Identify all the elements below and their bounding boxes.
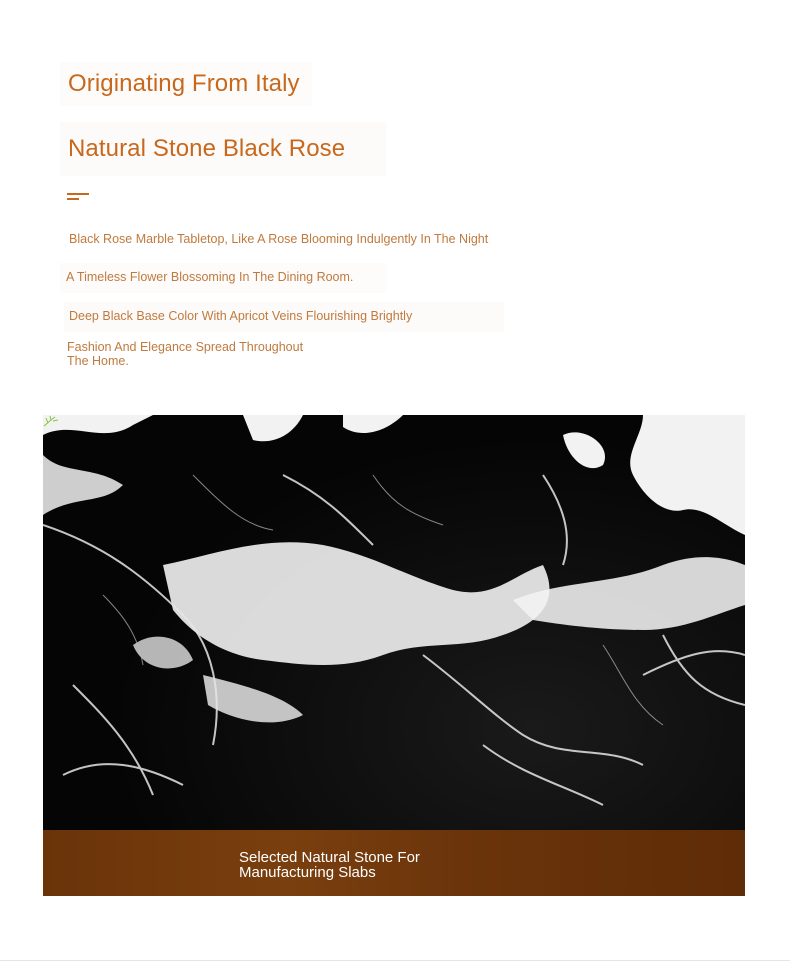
bottom-divider <box>0 960 790 961</box>
heading-product: Natural Stone Black Rose <box>68 135 346 162</box>
description-line-4 <box>67 340 303 368</box>
heading-origin: Originating From Italy <box>68 70 300 97</box>
caption-line-1: Selected Natural Stone For <box>239 849 420 866</box>
marble-veins <box>43 415 745 896</box>
description-line-3: Deep Black Base Color With Apricot Veins Flourishing Brightly <box>69 309 413 323</box>
description-line-4b: The Home. <box>67 354 129 368</box>
description-line-4a: Fashion And Elegance Spread Throughout <box>67 340 304 354</box>
caption-line-2: Manufacturing Slabs <box>239 864 376 881</box>
marble-image <box>43 415 745 896</box>
image-caption <box>239 850 420 880</box>
description-line-1: Black Rose Marble Tabletop, Like A Rose Blooming Indulgently In The Night <box>69 232 489 246</box>
description-line-2: A Timeless Flower Blossoming In The Dining Room. <box>66 270 354 284</box>
menu-lines-icon <box>67 193 91 201</box>
plant-icon <box>43 415 59 427</box>
